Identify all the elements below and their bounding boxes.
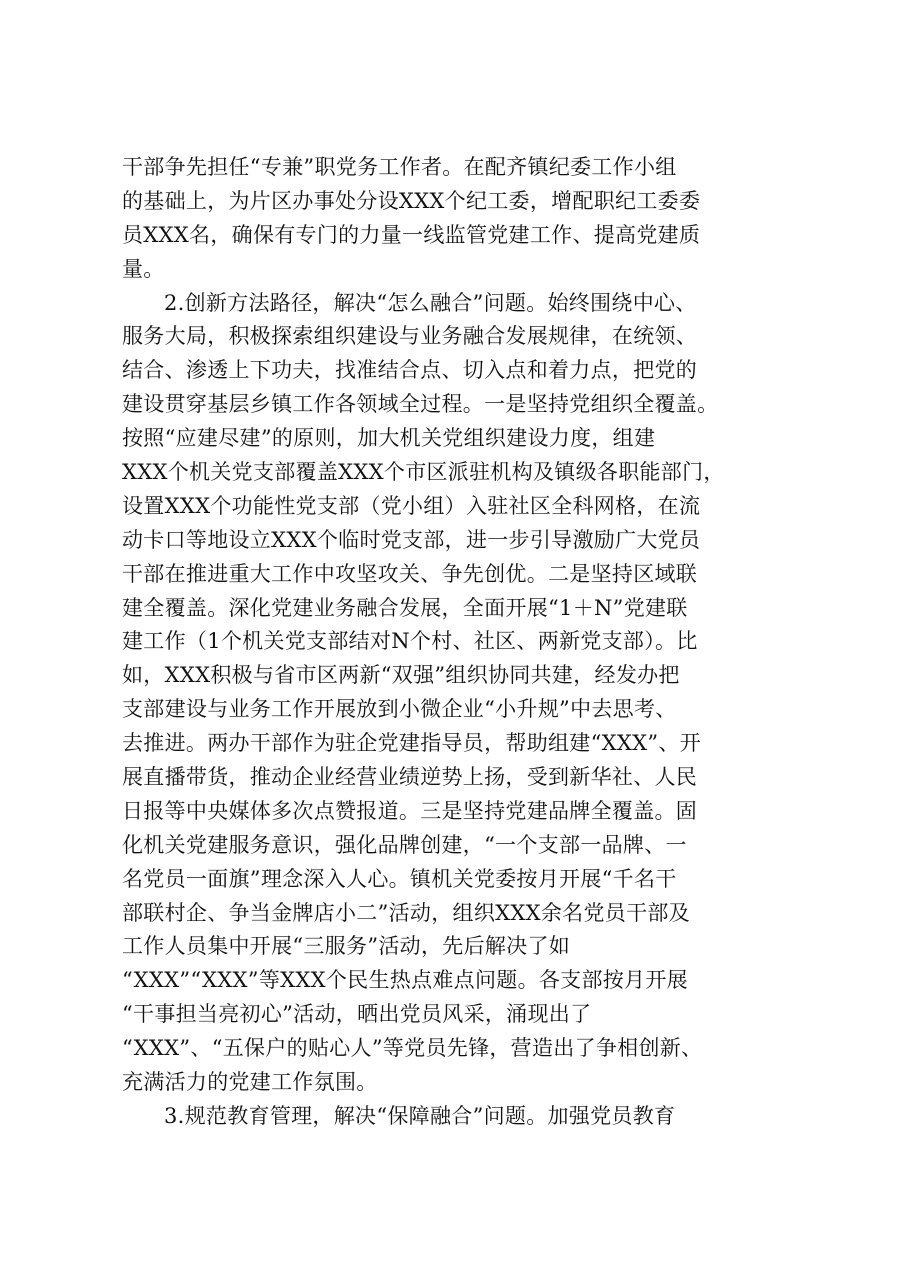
text-line: 量。 — [122, 256, 165, 281]
text-line: 建设贯穿基层乡镇工作各领域全过程。一是坚持党组织全覆盖。 — [122, 392, 719, 417]
text-line: 日报等中央媒体多次点赞报道。三是坚持党建品牌全覆盖。固 — [122, 798, 698, 823]
text-line: “干事担当亮初心”活动，晒出党员风采，涌现出了 — [122, 1002, 592, 1027]
text-line: XXX个机关党支部覆盖XXX个市区派驻机构及镇级各职能部门， — [122, 460, 725, 485]
paragraph-heading-line: 2.创新方法路径，解决“怎么融合”问题。始终围绕中心、 — [164, 290, 697, 315]
text-line: 化机关党建服务意识，强化品牌创建，“一个支部一品牌、一 — [122, 832, 687, 857]
text-line: 动卡口等地设立XXX个临时党支部，进一步引导激励广大党员 — [122, 527, 701, 552]
text-line: 干部在推进重大工作中攻坚攻关、争先创优。二是坚持区域联 — [122, 561, 698, 586]
text-line: 建全覆盖。深化党建业务融合发展，全面开展“1＋N”党建联 — [122, 595, 688, 620]
text-line: 员XXX名，确保有专门的力量一线监管党建工作、提高党建质 — [122, 222, 701, 247]
text-line: 如，XXX积极与省市区两新“双强”组织协同共建，经发办把 — [122, 663, 680, 688]
text-line: 支部建设与业务工作开展放到小微企业“小升规”中去思考、 — [122, 697, 677, 722]
text-line: 去推进。两办干部作为驻企党建指导员，帮助组建“XXX”、开 — [122, 731, 702, 756]
text-line: 按照“应建尽建”的原则，加大机关党组织建设力度，组建 — [122, 426, 656, 451]
text-line: 充满活力的党建工作氛围。 — [122, 1070, 378, 1095]
paragraph-heading-line: 3.规范教育管理，解决“保障融合”问题。加强党员教育 — [164, 1103, 676, 1128]
text-line: 结合、渗透上下功夫，找准结合点、切入点和着力点，把党的 — [122, 358, 698, 383]
body-text — [122, 151, 822, 1134]
text-line: 服务大局，积极探索组织建设与业务融合发展规律，在统领、 — [122, 324, 698, 349]
text-line: 建工作（1个机关党支部结对N个村、社区、两新党支部）。比 — [122, 629, 698, 654]
text-line: 设置XXX个功能性党支部（党小组）入驻社区全科网格，在流 — [122, 493, 701, 518]
text-line: 名党员一面旗”理念深入人心。镇机关党委按月开展“千名干 — [122, 866, 677, 891]
text-line: 展直播带货，推动企业经营业绩逆势上扬，受到新华社、人民 — [122, 765, 698, 790]
text-line: “XXX”“XXX”等XXX个民生热点难点问题。各支部按月开展 — [122, 968, 688, 993]
text-line: 工作人员集中开展“三服务”活动，先后解决了如 — [122, 934, 571, 959]
text-line: 部联村企、争当金牌店小二”活动，组织XXX余名党员干部及 — [122, 900, 690, 925]
text-line: 干部争先担任“专兼”职党务工作者。在配齐镇纪委工作小组 — [122, 155, 677, 179]
text-line: 的基础上，为片区办事处分设XXX个纪工委，增配职纪工委委 — [122, 188, 701, 213]
text-line: “XXX”、“五保户的贴心人”等党员先锋，营造出了争相创新、 — [122, 1036, 703, 1061]
